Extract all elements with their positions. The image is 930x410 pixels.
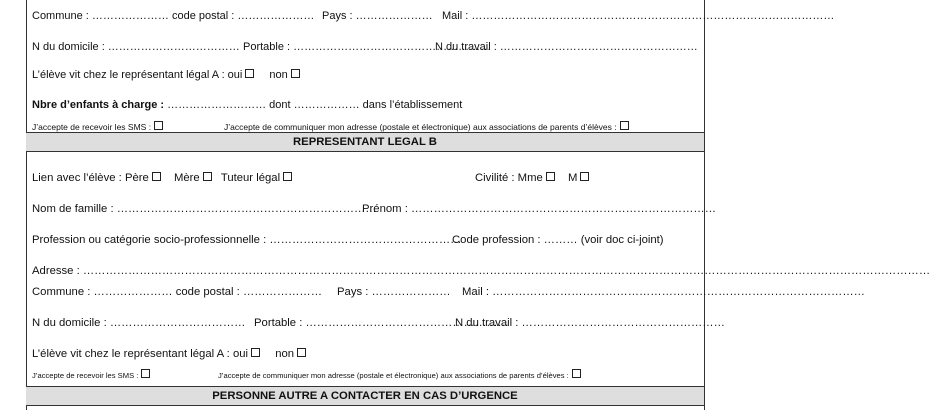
- section-header-b: REPRESENTANT LEGAL B: [26, 132, 704, 152]
- sms-label-b: J’accepte de recevoir les SMS :: [32, 371, 139, 380]
- prenom-field-b[interactable]: Prénom : ………………………………………………………………………: [362, 203, 716, 215]
- section-header-c: PERSONNE AUTRE A CONTACTER EN CAS D’URGENCE: [26, 386, 704, 406]
- vit-chez-row-a: [32, 69, 300, 81]
- non-label-a: non: [269, 69, 288, 81]
- communiquer-checkbox-b[interactable]: [572, 369, 581, 378]
- nbre-enfants-field[interactable]: ……………………… dont ……………… dans l’établissement: [164, 99, 463, 111]
- civilite-label-b: Civilité : Mme: [475, 172, 543, 184]
- oui-checkbox-b[interactable]: [251, 348, 260, 357]
- sms-row-b: [32, 369, 150, 380]
- profession-field-b[interactable]: Profession ou catégorie socio-professionnelle : ……………………………………………: [32, 234, 462, 246]
- form-left-border: [26, 0, 27, 410]
- tuteur-checkbox-b[interactable]: [283, 172, 292, 181]
- lien-label-b: Lien avec l’élève : Père: [32, 172, 149, 184]
- mere-checkbox-b[interactable]: [203, 172, 212, 181]
- sms-label-a: J’accepte de recevoir les SMS :: [32, 122, 152, 132]
- travail-field-a[interactable]: N du travail : ………………………………………………: [435, 41, 698, 53]
- tuteur-label-b: Tuteur légal: [220, 172, 281, 184]
- mme-checkbox-b[interactable]: [546, 172, 555, 181]
- travail-field-b[interactable]: N du travail : ………………………………………………: [455, 317, 725, 329]
- sms-row-a: [32, 121, 163, 132]
- pays-field-a[interactable]: Pays : …………………: [322, 10, 433, 22]
- vit-chez-row-b: [32, 348, 306, 360]
- portable-field-b[interactable]: Portable : ………………………………………………: [254, 317, 509, 329]
- sms-checkbox-b[interactable]: [141, 369, 150, 378]
- sms-checkbox-a[interactable]: [154, 121, 163, 130]
- oui-checkbox-a[interactable]: [245, 69, 254, 78]
- m-label-b: M: [567, 172, 578, 184]
- code-profession-field-b[interactable]: Code profession : ……… (voir doc ci-joint): [452, 234, 664, 246]
- civilite-row-b: [475, 172, 589, 184]
- domicile-field-b[interactable]: N du domicile : ………………………………: [32, 317, 246, 329]
- lien-row-b: [32, 172, 292, 184]
- mail-field-a[interactable]: Mail : ………………………………………………………………………………………: [442, 10, 835, 22]
- communiquer-checkbox-a[interactable]: [620, 121, 629, 130]
- vit-chez-label-a: L’élève vit chez le représentant légal A : oui: [32, 69, 243, 81]
- nbre-enfants-row: [32, 99, 462, 111]
- mail-field-b[interactable]: Mail : ………………………………………………………………………………………: [462, 286, 865, 298]
- commune-field-a[interactable]: Commune : ………………… code postal : …………………: [32, 10, 315, 22]
- communiquer-row-b: [218, 369, 581, 380]
- communiquer-label-b: J’accepte de communiquer mon adresse (postale et électronique) aux associations de parents d’élèves :: [218, 371, 569, 380]
- mere-label-b: Mère: [173, 172, 200, 184]
- non-checkbox-a[interactable]: [291, 69, 300, 78]
- communiquer-label-a: J’accepte de communiquer mon adresse (postale et électronique) aux associations de parents d’élèves :: [224, 122, 617, 132]
- portable-field-a[interactable]: Portable : ………………………………………………: [243, 41, 492, 53]
- non-checkbox-b[interactable]: [297, 348, 306, 357]
- m-checkbox-b[interactable]: [580, 172, 589, 181]
- adresse-field-b[interactable]: Adresse : ………………………………………………………………………………………………………………………………………………………………………………………………………: [32, 265, 930, 277]
- vit-chez-label-b: L’élève vit chez le représentant légal A : oui: [32, 348, 249, 360]
- non-label-b: non: [275, 348, 295, 360]
- pays-field-b[interactable]: Pays : …………………: [337, 286, 451, 298]
- pere-checkbox-b[interactable]: [152, 172, 161, 181]
- domicile-field-a[interactable]: N du domicile : ………………………………: [32, 41, 240, 53]
- nbre-enfants-label: Nbre d’enfants à charge :: [32, 99, 165, 111]
- nom-field-b[interactable]: Nom de famille : ……………………………………………………………: [32, 203, 377, 215]
- commune-field-b[interactable]: Commune : ………………… code postal : …………………: [32, 286, 323, 298]
- communiquer-row-a: [224, 121, 629, 132]
